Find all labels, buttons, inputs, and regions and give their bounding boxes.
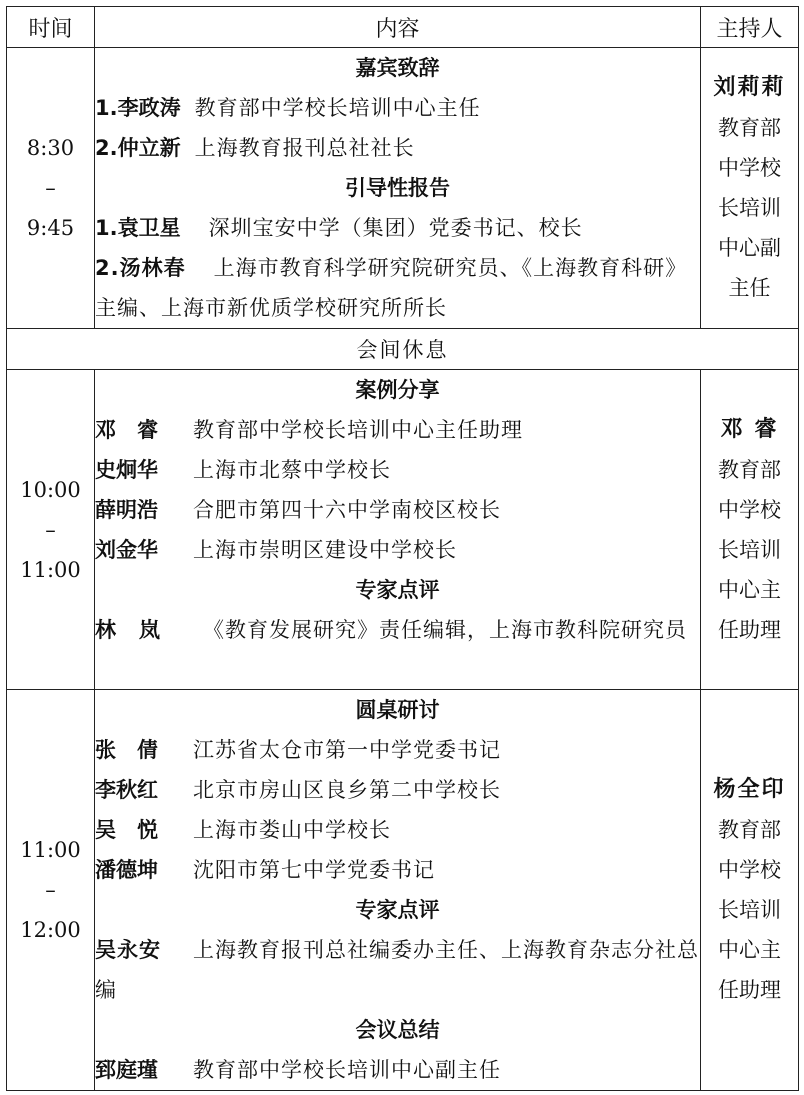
- section-title: 专家点评: [355, 578, 440, 602]
- section-title: 会议总结: [355, 1018, 440, 1042]
- speaker-desc: 上海教育报刊总社编委办主任、上海教育杂志分社总编: [95, 938, 699, 1002]
- time-cell: [7, 370, 95, 690]
- time-cell: [7, 690, 95, 1091]
- host-title-line: 教育部: [718, 457, 781, 482]
- speaker-line: [95, 810, 700, 850]
- speaker-desc: 教育部中学校长培训中心副主任: [193, 1058, 501, 1082]
- speaker-desc: 北京市房山区良乡第二中学校长: [193, 778, 501, 802]
- speaker-name: 刘金华: [95, 538, 158, 562]
- header-time: 时间: [7, 7, 95, 48]
- content-cell: [95, 690, 701, 1091]
- speaker-desc: 深圳宝安中学（集团）党委书记、校长: [208, 216, 583, 240]
- host-title-line: 任助理: [718, 978, 781, 1002]
- host-title-line: 中学校: [718, 156, 781, 180]
- content-cell: [95, 370, 701, 690]
- header-content: 内容: [95, 7, 701, 48]
- speaker-name: 史炯华: [95, 458, 158, 482]
- speaker-line: [95, 128, 700, 168]
- speaker-line: [95, 530, 700, 570]
- speaker-desc: 上海教育报刊总社社长: [194, 136, 415, 160]
- time-start: 10:00: [20, 477, 81, 502]
- host-title-line: 中心主: [718, 938, 781, 962]
- time-separator: –: [45, 517, 56, 542]
- host-cell: [701, 48, 799, 329]
- speaker-desc: 沈阳市第七中学党委书记: [193, 858, 435, 882]
- time-separator: –: [45, 176, 56, 200]
- host-title-line: 长培训: [718, 196, 781, 220]
- section-title: 案例分享: [355, 378, 440, 402]
- speaker-desc: 教育部中学校长培训中心主任助理: [193, 418, 523, 442]
- speaker-line: [95, 88, 700, 128]
- section-title: 嘉宾致辞: [355, 56, 440, 80]
- header-host: 主持人: [701, 7, 799, 48]
- speaker-name: 邓 睿: [95, 418, 158, 442]
- speaker-name: 薛明浩: [95, 498, 158, 522]
- break-cell: 会间休息: [7, 329, 799, 370]
- speaker-desc: 上海市崇明区建设中学校长: [193, 538, 457, 562]
- section-title: 圆桌研讨: [355, 698, 440, 722]
- speaker-desc: 教育部中学校长培训中心主任: [194, 96, 481, 120]
- speaker-name: 张 倩: [95, 738, 158, 762]
- speaker-name: 潘德坤: [95, 858, 158, 882]
- host-title-line: 教育部: [718, 818, 781, 842]
- host-name: 杨全印: [713, 777, 786, 802]
- time-end: 12:00: [20, 918, 81, 942]
- speaker-line: [95, 850, 700, 890]
- speaker-line: [95, 730, 700, 770]
- content-cell: [95, 48, 701, 329]
- time-start: 11:00: [20, 838, 81, 862]
- speaker-name: 2.汤林春: [95, 256, 186, 280]
- speaker-name: 吴永安: [95, 938, 161, 962]
- host-name: 刘莉莉: [713, 75, 786, 100]
- speaker-name: 1.李政涛: [95, 96, 181, 120]
- speaker-line: [95, 610, 700, 650]
- speaker-line: [95, 208, 700, 248]
- speaker-desc: 上海市北蔡中学校长: [193, 458, 391, 482]
- host-name: 邓 睿: [720, 416, 779, 442]
- break-row: [7, 329, 799, 370]
- agenda-document: [6, 6, 798, 1091]
- speaker-desc: 《教育发展研究》责任编辑，上海市教科院研究员: [203, 618, 687, 642]
- speaker-line: [95, 450, 700, 490]
- agenda-table: [6, 6, 799, 1091]
- host-title-line: 主任: [728, 276, 771, 300]
- host-title-line: 中学校: [718, 858, 781, 882]
- time-end: 9:45: [26, 216, 75, 240]
- speaker-desc: 合肥市第四十六中学南校区校长: [193, 498, 501, 522]
- host-title-line: 长培训: [718, 537, 781, 562]
- session-row: [7, 48, 799, 329]
- speaker-line: [95, 930, 700, 1010]
- section-title: 专家点评: [355, 898, 440, 922]
- speaker-line: [95, 1050, 700, 1090]
- speaker-name: 林 岚: [95, 618, 161, 642]
- speaker-name: 1.袁卫星: [95, 216, 181, 240]
- section-title: 引导性报告: [345, 176, 450, 200]
- time-separator: –: [45, 878, 56, 902]
- host-title-line: 教育部: [718, 116, 781, 140]
- speaker-line: [95, 410, 700, 450]
- session-row: [7, 370, 799, 690]
- host-title-line: 长培训: [718, 898, 781, 922]
- host-title-line: 中心副: [718, 236, 781, 260]
- speaker-name: 2.仲立新: [95, 136, 181, 160]
- time-cell: [7, 48, 95, 329]
- session-row: [7, 690, 799, 1091]
- time-start: 8:30: [26, 136, 75, 160]
- speaker-line: [95, 770, 700, 810]
- speaker-name: 吴 悦: [95, 818, 158, 842]
- speaker-desc: 上海市教育科学研究院研究员、《上海教育科研》主编、上海市新优质学校研究所所长: [95, 256, 688, 320]
- host-title-line: 中心主: [718, 577, 781, 602]
- host-cell: [701, 690, 799, 1091]
- time-end: 11:00: [20, 557, 81, 582]
- speaker-desc: 上海市娄山中学校长: [193, 818, 391, 842]
- speaker-desc: 江苏省太仓市第一中学党委书记: [193, 738, 501, 762]
- speaker-name: 李秋红: [95, 778, 158, 802]
- header-row: [7, 7, 799, 48]
- host-title-line: 中学校: [718, 497, 781, 522]
- speaker-line: [95, 490, 700, 530]
- host-cell: [701, 370, 799, 690]
- host-title-line: 任助理: [718, 617, 781, 642]
- speaker-line: [95, 248, 700, 328]
- speaker-name: 郅庭瑾: [95, 1058, 158, 1082]
